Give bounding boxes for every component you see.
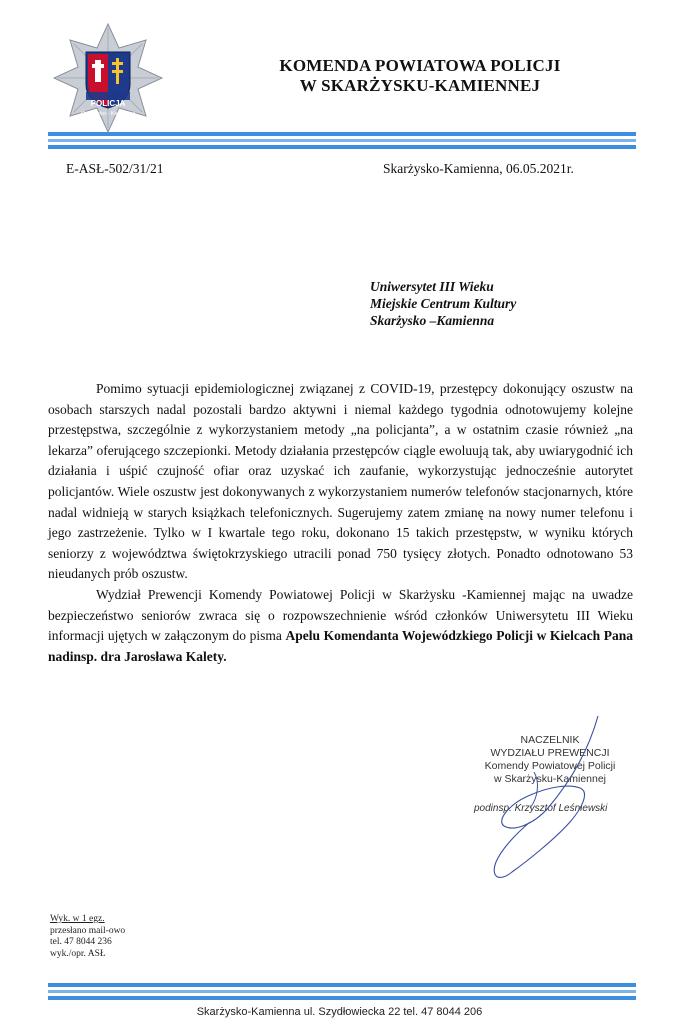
police-star-emblem-icon	[52, 22, 164, 134]
footer-address: Skarżysko-Kamienna ul. Szydłowiecka 22 tel. 47 8044 206	[196, 1006, 483, 1018]
addressee-block	[370, 278, 516, 329]
addressee-line: Skarżysko –Kamienna	[370, 313, 495, 328]
stamp-line: Komendy Powiatowej Policji	[484, 760, 616, 772]
addressee-line: Uniwersytet III Wieku	[370, 279, 494, 294]
paragraph-2	[48, 585, 633, 667]
page-title	[200, 56, 640, 96]
title-line-1: KOMENDA POWIATOWA POLICJI	[279, 56, 561, 75]
official-stamp	[450, 734, 650, 815]
footnote-line: przesłano mail-owo	[50, 925, 126, 936]
stamp-line: w Skarżysku-Kamiennej	[493, 773, 607, 785]
logo-text-top: POLICJA	[90, 99, 126, 108]
footnote-line: Wyk. w 1 egz.	[50, 914, 105, 924]
logo-text-bottom: Skarżysko - Kamienna	[80, 111, 136, 117]
footnote-line: tel. 47 8044 236	[50, 937, 112, 947]
paragraph-1: Pomimo sytuacji epidemiologicznej związanej z COVID-19, przestępcy dokonujący oszustw na osobach starszych nadal pozostali bardzo aktywni i niemal każdego tygodnia odnotowujemy kolejne przestępstwa, szczególnie z wykorzystaniem metody „na policjanta”, a w ostatnim czasie również „na lekarza” oferującego szczepionki. Metody działania przestępców ciągle ewoluują tak, aby uwiarygodnić ich działania i uśpić czujność ofiar oraz uzyskać ich zaufanie, wykorzystując jednocześnie autorytet policjantów. Wiele oszustw jest dokonywanych z wykorzystaniem numerów telefonów stacjonarnych, które nadal widnieją w starych książkach telefonicznych. Sugerujemy zatem zmianę na nowy numer telefonu i jego zastrzeżenie. Tylko w I kwartale tego roku, dokonano 15 takich przestępstw, w wyniku których seniorzy z województwa świętokrzyskiego utracili ponad 750 tysięcy złotych. Ponadto odnotowano 53 nieudanych prób oszustw.	[48, 381, 633, 582]
paragraph-2-text: Wydział Prewencji Komendy Powiatowej Policji w Skarżysku -Kamiennej mając na uwadze bezpieczeństwo seniorów zwraca się o rozpowszechnienie wśród członków Uniwersytetu III Wieku informacji ujętych w załączonym do pisma	[48, 586, 633, 644]
footnote	[50, 914, 125, 960]
signatory-name: podinsp. Krzysztof Leśniewski	[474, 803, 608, 814]
paragraph-2-bold: Apelu Komendanta Wojewódzkiego Policji w Kielcach Pana nadinsp. dra Jarosława Kalety.	[48, 628, 633, 664]
title-line-2: W SKARŻYSKU-KAMIENNEJ	[299, 76, 541, 95]
letter-body	[48, 379, 633, 667]
place-date: Skarżysko-Kamienna, 06.05.2021r.	[383, 161, 574, 176]
stamp-line: NACZELNIK	[520, 734, 580, 746]
stamp-line: WYDZIAŁU PREWENCJI	[490, 747, 610, 759]
top-divider	[48, 132, 636, 152]
footnote-line: wyk./opr. ASŁ	[50, 948, 106, 959]
reference-number: E-ASŁ-502/31/21	[66, 161, 164, 176]
addressee-line: Miejskie Centrum Kultury	[370, 296, 517, 311]
bottom-divider	[48, 983, 636, 1003]
